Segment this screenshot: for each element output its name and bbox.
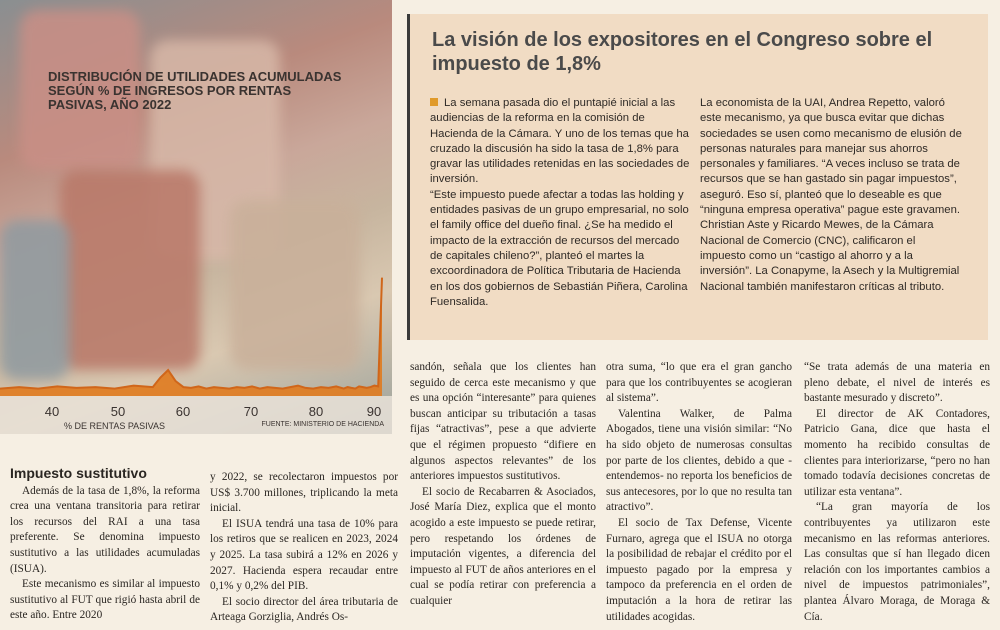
body-paragraph: El director de AK Contadores, Patricio Gana, dice que hasta el momento ha recibido consultas de clientes para interiorizarse, “pero no han tomado todavía decisiones concretas de utilizar esta ventana”. [804, 407, 990, 498]
body-paragraph: El socio de Recabarren & Asociados, José María Diez, explica que el monto acogido a este impuesto se puede retirar, pero respetando los órdenes de imputación vigentes, a diferencia del impuesto al FUT de años anteriores en el cual se podía retirar con preferencia a cualquier [410, 485, 596, 607]
x-tick-label: 60 [175, 404, 191, 419]
box-title: La visión de los expositores en el Congreso sobre el impuesto de 1,8% [432, 29, 933, 75]
body-column-1 [10, 466, 200, 624]
body-paragraph: otra suma, “lo que era el gran gancho para que los contribuyentes se acogieran al sistema”. [606, 361, 792, 405]
sidebar-box [407, 14, 988, 340]
x-tick-label: 50 [110, 404, 126, 419]
box-paragraph: “Este impuesto puede afectar a todas las holding y entidades pasivas de un grupo empresarial, no solo el family office del dueño final. ¿Se ha medido el impacto de la extracción de recursos del mercado de capitales chileno?”, planteó el martes la excoordinadora de Política Tributaria de Hacienda en los dos gobiernos de Sebastián Piñera, Carolina Fuensalida. [430, 188, 689, 308]
body-paragraph: Este mecanismo es similar al impuesto sustitutivo al FUT que rigió hasta abril de este año. Entre 2020 [10, 578, 200, 622]
body-paragraph: Además de la tasa de 1,8%, la reforma crea una ventana transitoria para retirar los recursos del RAI a una tasa preferente. Se denomina impuesto sustitutivo a las utilidades acumuladas (ISUA). [10, 484, 200, 575]
body-paragraph: Valentina Walker, de Palma Abogados, tiene una visión similar: “No ha sido objeto de numerosas consultas por parte de los clientes, debido a que -entendemos- no reporta los beneficios de sus antecesores, por lo que no resulta tan atractivo”. [606, 407, 792, 514]
body-column-4 [606, 360, 792, 625]
x-tick-label: 40 [44, 404, 60, 419]
body-paragraph: “Se trata además de una materia en pleno debate, el nivel de interés es bastante mesurado y discreto”. [804, 361, 990, 405]
x-tick-label: 80 [308, 404, 324, 419]
body-paragraph: sandón, señala que los clientes han seguido de cerca este mecanismo y que es una opción “interesante” para quienes buscan anticipar su tributación a tasas fijas “atractivas”, pese a que advierte que el régimen propuesto “difiere en algunos aspectos relevantes” de los anteriores impuestos sustitutivos. [410, 361, 596, 483]
chart-plot [0, 0, 392, 434]
x-axis-label: % DE RENTAS PASIVAS [64, 421, 166, 431]
box-paragraph: Christian Aste y Ricardo Mewes, de la Cámara Nacional de Comercio (CNC), calificaron el impuesto como un “castigo al ahorro y a la inversión”. La Conapyme, la Asech y la Multigremial Nacional también manifestaron críticas al tributo. [700, 219, 960, 293]
box-paragraph: La economista de la UAI, Andrea Repetto, valoró este mecanismo, ya que busca evitar que dichas sociedades se usen como mecanismo de elusión de personas naturales para manejar sus ahorros personales y familiares. “A veces incluso se trata de recursos que se han gastado sin pagar impuestos”, aseguró. Eso sí, planteó que lo deseable es que “ninguna empresa operativa” pague este gravamen. [700, 97, 962, 217]
section-subtitle: Impuesto sustitutivo [10, 465, 147, 481]
body-paragraph: y 2022, se recolectaron impuestos por US$ 3.700 millones, triplicando la meta inicial. [210, 471, 398, 515]
body-column-5 [804, 360, 990, 625]
box-column-1 [430, 96, 692, 310]
x-tick-label: 90 [366, 404, 382, 419]
box-column-2 [700, 96, 962, 295]
body-column-2 [210, 470, 398, 626]
body-paragraph: “La gran mayoría de los contribuyentes ya utilizaron este mecanismo en las reformas anteriores. Las consultas que sí han llegado dicen relación con los importantes cambios a nivel de impuestos patrimoniales”, plantea Álvaro Moraga, de Moraga & Cía. [804, 501, 990, 623]
body-paragraph: El ISUA tendrá una tasa de 10% para los retiros que se realicen en 2023, 2024 y 2025. La tasa subirá a 12% en 2026 y 2027. Hacienda espera recaudar entre 0,1% y 0,2% del PIB. [210, 517, 398, 593]
chart-source: FUENTE: MINISTERIO DE HACIENDA [261, 421, 384, 428]
series-area [0, 278, 382, 396]
chart-title: DISTRIBUCIÓN DE UTILIDADES ACUMULADAS SEGÚN % DE INGRESOS POR RENTAS PASIVAS, AÑO 2022 [48, 69, 342, 112]
series-line [0, 278, 382, 389]
box-paragraph: La semana pasada dio el puntapié inicial a las audiencias de la reforma en la comisión de Hacienda de la Cámara. Y uno de los temas que ha cruzado la discusión ha sido la tasa de 1,8% para gravar las utilidades retenidas en las sociedades de inversión. [430, 97, 690, 186]
body-paragraph: El socio de Tax Defense, Vicente Furnaro, agrega que el ISUA no otorga la posibilidad de rebajar el crédito por el impuesto pagado por la empresa y tampoco da preferencia en el orden de imputación a la hora de retirar las utilidades acogidas. [606, 516, 792, 623]
body-paragraph: El socio director del área tributaria de Arteaga Gorziglia, Andrés Os- [210, 595, 398, 624]
square-bullet-icon [430, 98, 438, 106]
chart-panel [0, 0, 392, 434]
body-column-3 [410, 360, 596, 610]
x-tick-label: 70 [243, 404, 259, 419]
